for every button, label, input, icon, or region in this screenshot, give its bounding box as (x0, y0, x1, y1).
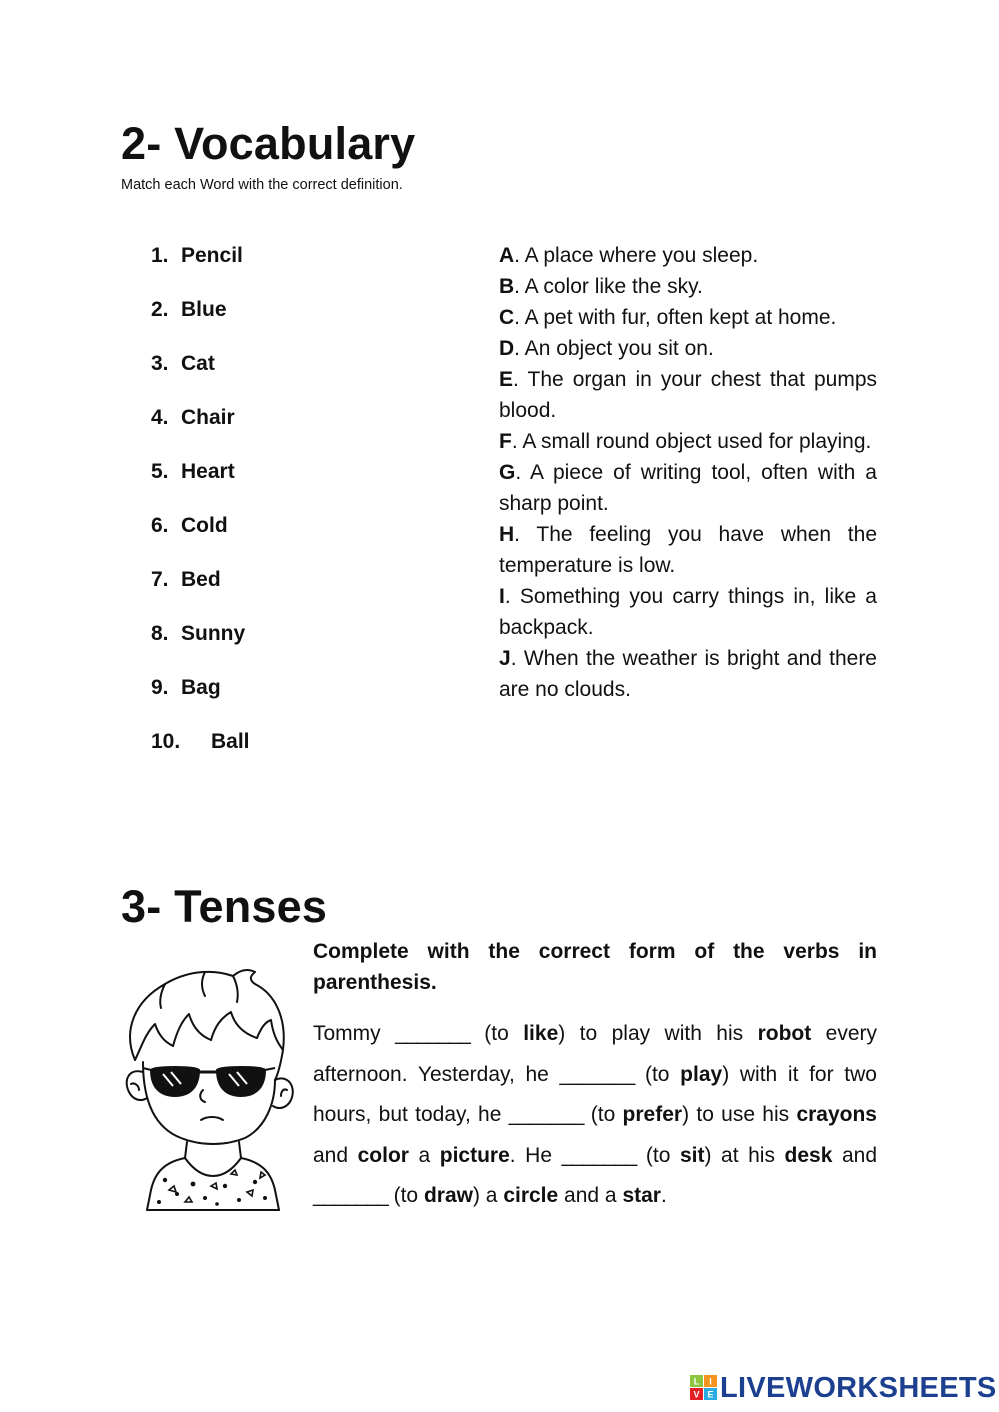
word: Pencil (181, 244, 243, 267)
definition-item (499, 333, 877, 364)
word: Heart (181, 460, 235, 483)
definition-item (499, 364, 877, 426)
story-text: Tommy (313, 1022, 396, 1045)
answer-blank-2[interactable]: _______ (559, 1062, 635, 1086)
logo-mark-letter: I (709, 1376, 712, 1387)
definition-text: . Something you carry things in, like a backpack. (499, 585, 877, 639)
definition-item (499, 271, 877, 302)
definition-text: . A color like the sky. (514, 275, 703, 298)
definition-item (499, 457, 877, 519)
definition-text: . A small round object used for playing. (511, 430, 872, 453)
tenses-instruction: Complete with the correct form of the verbs in parenthesis. (313, 940, 877, 994)
definition-text: . A place where you sleep. (514, 244, 759, 267)
definition-letter: H (499, 523, 515, 546)
logo-mark-letter: E (707, 1389, 714, 1400)
story-text: ) at his (704, 1143, 785, 1167)
story-text: and (832, 1143, 878, 1167)
word-item (151, 510, 250, 564)
verb-draw: draw (423, 1184, 473, 1208)
word-number: 9. (151, 676, 169, 699)
definition-item (499, 426, 877, 457)
definition-letter: A (499, 244, 515, 267)
keyword-desk: desk (784, 1143, 833, 1167)
answer-blank-4[interactable]: _______ (561, 1143, 637, 1167)
definition-letter: B (499, 275, 515, 298)
keyword-star: star (622, 1184, 661, 1208)
word-number: 3. (151, 352, 169, 375)
story-text: and (313, 1143, 358, 1167)
word-list (151, 240, 250, 780)
liveworksheets-logo (690, 1372, 997, 1404)
logo-mark-letter: L (693, 1376, 700, 1387)
word-number: 5. (151, 460, 169, 483)
keyword-picture: picture (439, 1143, 510, 1167)
story-text: . (660, 1184, 667, 1208)
word-item (151, 672, 250, 726)
word-item (151, 348, 250, 402)
keyword-circle: circle (503, 1184, 559, 1208)
definition-letter: I (499, 585, 505, 608)
keyword-crayons: crayons (796, 1103, 877, 1127)
word: Ball (211, 730, 250, 753)
word: Sunny (181, 622, 246, 645)
word: Cat (181, 352, 215, 375)
logo-mark-letter: V (693, 1389, 700, 1400)
verb-sit: sit (679, 1143, 705, 1167)
definition-text: . An object you sit on. (514, 337, 714, 360)
story-text: and a (558, 1184, 623, 1208)
definition-letter: G (499, 461, 516, 484)
definition-item (499, 240, 877, 271)
word-number: 4. (151, 406, 169, 429)
definition-letter: F (499, 430, 512, 453)
definition-item (499, 643, 877, 705)
definition-letter: C (499, 306, 515, 329)
word-number: 8. (151, 622, 169, 645)
story-text: ) to use his (682, 1103, 797, 1127)
liveworksheets-mark-icon (690, 1375, 718, 1401)
word-item (151, 456, 250, 510)
story-text: (to (583, 1103, 623, 1127)
story-text: ) with it for two hours, but today, he (313, 1062, 877, 1127)
story-text: (to (469, 1022, 524, 1045)
definition-item (499, 519, 877, 581)
word-item (151, 294, 250, 348)
definition-text: . A pet with fur, often kept at home. (514, 306, 837, 329)
keyword-color: color (357, 1143, 409, 1167)
word-number: 2. (151, 298, 169, 321)
word-number: 7. (151, 568, 169, 591)
definition-item (499, 302, 877, 333)
word: Blue (181, 298, 227, 321)
word-item (151, 240, 250, 294)
definition-text: . The organ in your chest that pumps blood. (499, 368, 877, 422)
definition-list (499, 240, 877, 705)
word-item (151, 726, 250, 780)
story-text: (to (634, 1062, 681, 1086)
verb-prefer: prefer (622, 1103, 683, 1127)
definition-text: . A piece of writing tool, often with a sharp point. (499, 461, 877, 515)
vocabulary-title: 2- Vocabulary (121, 118, 416, 169)
answer-blank-5[interactable]: _______ (313, 1184, 388, 1208)
word: Cold (181, 514, 228, 537)
definition-text: . The feeling you have when the temperature is low. (499, 523, 877, 577)
word-number: 6. (151, 514, 169, 537)
word: Bag (181, 676, 221, 699)
definition-letter: D (499, 337, 515, 360)
story-text: ) a (472, 1184, 504, 1208)
word-item (151, 564, 250, 618)
tenses-title: 3- Tenses (121, 881, 328, 932)
word: Bed (181, 568, 221, 591)
fill-in-paragraph (313, 1014, 877, 1217)
definition-letter: J (499, 647, 511, 670)
definition-letter: E (499, 368, 514, 391)
definition-item (499, 581, 877, 643)
definition-text: . When the weather is bright and there are no clouds. (499, 647, 877, 701)
word-number: 10. (151, 730, 181, 753)
vocabulary-instruction: Match each Word with the correct definition. (121, 177, 403, 193)
logo-text: LIVEWORKSHEETS (720, 1371, 997, 1404)
story-text: (to (387, 1184, 424, 1208)
word-number: 1. (151, 244, 169, 267)
answer-blank-3[interactable]: _______ (508, 1103, 584, 1127)
boy-with-sunglasses-illustration (115, 962, 305, 1212)
story-text: ) to play with his (558, 1022, 758, 1045)
story-text: . He (509, 1143, 562, 1167)
word-item (151, 618, 250, 672)
word-item (151, 402, 250, 456)
answer-blank-1[interactable]: _______ (395, 1022, 470, 1045)
verb-play: play (680, 1062, 723, 1086)
word: Chair (181, 406, 235, 429)
verb-like: like (523, 1022, 559, 1045)
story-text: every afternoon. Yesterday, he (313, 1022, 878, 1086)
story-text: a (408, 1143, 440, 1167)
keyword-robot: robot (757, 1022, 812, 1045)
story-text: (to (636, 1143, 680, 1167)
